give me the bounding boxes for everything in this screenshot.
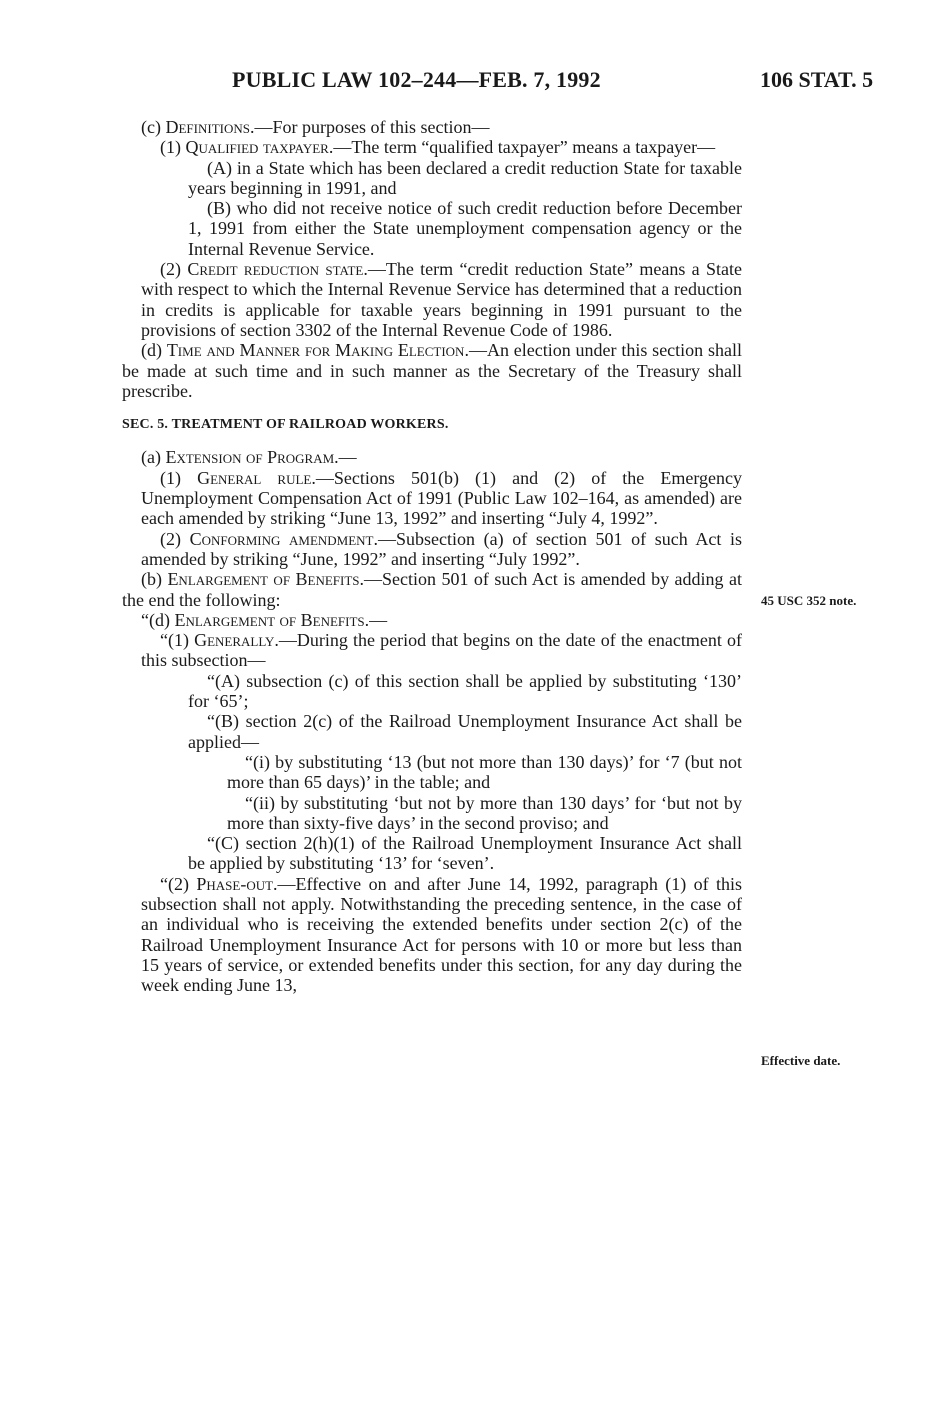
quoted-subclause-d1b-i: “(i) by substituting ‘13 (but not more than 130 days)’ for ‘7 (but not more than 65 days)’ in the table; and [227,751,742,793]
clause-c1b: (B) who did not receive notice of such credit reduction before December 1, 1991 from either the State unemployment compensation agency or the Internal Revenue Service. [188,198,742,259]
paragraph-credit-reduction-state: (2) Credit reduction state.—The term “credit reduction State” means a State with respect to which the Internal Revenue Service has determined that a reduction in credits is applicable for taxable years beginning in 1991 pursuant to the provisions of section 3302 of the Internal Revenue Code of 1986. [141,259,742,340]
quoted-subclause-d1b-ii: “(ii) by substituting ‘but not by more than 130 days’ for ‘but not by more than sixty-five days’ in the second proviso; and [227,792,742,833]
paragraph-general-rule: (1) General rule.—Sections 501(b) (1) and (2) of the Emergency Unemployment Compensation Act of 1991 (Public Law 102–164, as amended) are each amended by striking “June 13, 1992” and inserting “July 4, 1992”. [141,467,742,529]
clause-c1a: (A) in a State which has been declared a credit reduction State for taxable years beginning in 1991, and [188,157,742,198]
paragraph-conforming-amendment: (2) Conforming amendment.—Subsection (a) of section 501 of such Act is amended by striking “June, 1992” and inserting “July 1992”. [141,528,742,569]
subsection-a-extension: (a) Extension of Program.— [141,447,357,468]
quoted-paragraph-phase-out: “(2) Phase-out.—Effective on and after June 14, 1992, paragraph (1) of this subsection shall not apply. Notwithstanding the preceding sentence, in the case of an individual who is receiving the extended benefits under section 2(c) of the Railroad Unemployment Insurance Act for persons with 10 or more but less than 15 years of service, or extended benefits under this section, for any day during the week ending June 13, [141,873,742,996]
paragraph-qualified-taxpayer: (1) Qualified taxpayer.—The term “qualified taxpayer” means a taxpayer— [160,137,716,158]
margin-note-effective-date: Effective date. [761,1053,841,1068]
section-5-heading: SEC. 5. TREATMENT OF RAILROAD WORKERS. [122,417,449,433]
quoted-subsection-d: “(d) Enlargement of Benefits.— [141,609,388,630]
law-text-body [122,117,742,995]
margin-note-usc: 45 USC 352 note. [761,593,857,608]
page-header-stat: 106 STAT. 5 [760,67,874,92]
page-header-title: PUBLIC LAW 102–244—FEB. 7, 1992 [232,67,601,92]
quoted-clause-d1b: “(B) section 2(c) of the Railroad Unemployment Insurance Act shall be applied— [188,711,742,752]
subsection-d-election: (d) Time and Manner for Making Election.—An election under this section shall be made at such time and in such manner as the Secretary of the Treasury shall prescribe. [122,340,742,401]
quoted-clause-d1c: “(C) section 2(h)(1) of the Railroad Unemployment Insurance Act shall be applied by substituting ‘13’ for ‘seven’. [188,833,742,874]
quoted-clause-d1a: “(A) subsection (c) of this section shall be applied by substituting ‘130’ for ‘65’; [188,670,742,712]
subsection-b-enlargement: (b) Enlargement of Benefits.—Section 501 of such Act is amended by adding at the end the following: [122,569,742,610]
subsection-c-definitions: (c) Definitions.—For purposes of this section— [141,117,490,137]
quoted-paragraph-generally: “(1) Generally.—During the period that begins on the date of the enactment of this subsection— [141,630,742,671]
